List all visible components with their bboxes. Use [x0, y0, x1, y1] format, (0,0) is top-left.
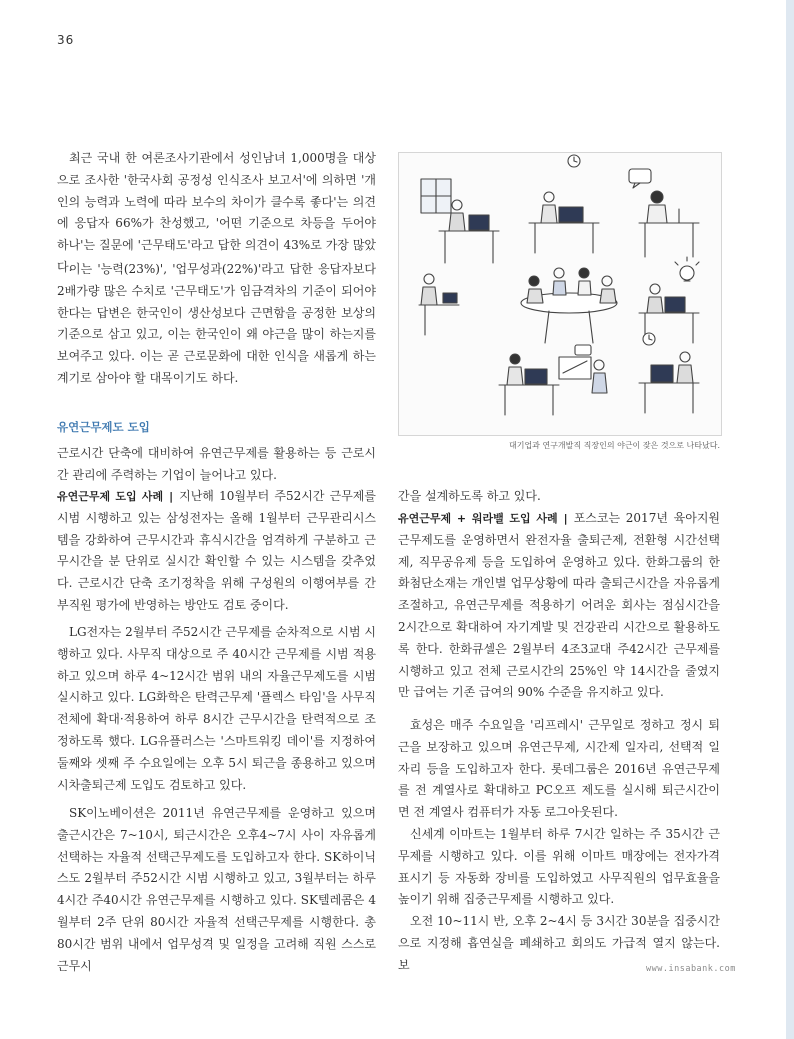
section-intro: 근로시간 단축에 대비하여 유연근무제를 활용하는 등 근로시간 관리에 주력하는 기업이 늘어나고 있다. [57, 446, 376, 482]
lg-paragraph: LG전자는 2월부터 주52시간 근무제를 순차적으로 시범 시행하고 있다. 사무직 대상으로 주 40시간 근무제를 시범 적용하고 있으며 하루 4~12시간 범위 내의 자율근무제도를 시범 실시하고 있다. LG화학은 탄력근무제 '플렉스 타임'을 사무직 전체에 확대·적용하여 하루 8시간 근무시간을 탄력적으로 조정하도록 했다. LG유플러스는 '스마트워킹 데이'를 지정하여 둘째와 셋째 주 수요일에는 오후 5시 퇴근을 종용하고 있으며 시차출퇴근제 도입도 검토하고 있다. [57, 625, 376, 792]
case1-text: 지난해 10월부터 주52시간 근무제를 시범 시행하고 있는 삼성전자는 올해 1월부터 근무관리시스템을 강화하여 근무시간과 휴식시간을 엄격하게 구분하고 근무시간을 분 단위로 실시간 확인할 수 있는 시스템을 갖추었다. 근로시간 단축 조기정착을 위해 구성원의 이행여부를 간부직원 평가에 반영하는 방안도 검토 중이다. [57, 489, 376, 612]
intro-paragraph-1: 최근 국내 한 여론조사기관에서 성인남녀 1,000명을 대상으로 조사한 '한국사회 공정성 인식조사 보고서'에 의하면 '개인의 능력과 노력에 따라 보수의 차이가 클수록 좋다'는 의견에 응답자 66%가 찬성했고, '어떤 기준으로 차등을 두어야 하나'는 질문에 '근무태도'라고 답한 의견이 43%로 가장 많았다. [57, 151, 376, 274]
desk-worker-2 [529, 192, 599, 253]
case1-lead: 유연근무제 도입 사례 [57, 490, 164, 503]
desk-worker-4 [419, 274, 459, 335]
desk-worker-3 [639, 191, 699, 257]
lightbulb-icon [675, 257, 699, 281]
case2-text: 포스코는 2017년 육아지원근무제도를 운영하면서 완전자율 출퇴근제, 전환형 시간선택제, 직무공유제 등을 도입하여 운영하고 있다. 한화그룹의 한화첨단소재는 개인별 업무상황에 따라 출퇴근시간을 자유롭게 조절하고, 유연근무제를 적용하기 어려운 회사는 점심시간을 2시간으로 확대하여 자기계발 및 건강관리 시간으로 활용하도록 한다. 한화큐셀은 2월부터 4조3교대 주42시간 근무제를 시행하고 있고 전체 근로시간의 25%인 약 14시간을 줄였지만 급여는 기존 급여의 90% 수준을 유지하고 있다. [398, 511, 721, 700]
desk-worker-7 [559, 345, 607, 393]
section-heading: 유연근무제도 도입 [57, 420, 150, 434]
meeting-table [521, 268, 617, 343]
hyosung-paragraph: 효성은 매주 수요일을 '리프레시' 근무일로 정하고 정시 퇴근을 보장하고 있으며 유연근무제, 시간제 일자리, 선택적 일자리 등을 도입하고자 한다. 롯데그룹은 2016년 유연근무제를 전 계열사로 확대하고 PC오프 제도를 실시해 퇴근시간이면 전 계열사 컴퓨터가 자동 로그아웃된다. [398, 718, 720, 820]
case2-separator: | [563, 512, 568, 525]
sk-paragraph: SK이노베이션은 2011년 유연근무제를 운영하고 있으며 출근시간은 7~10시, 퇴근시간은 오후4~7시 사이 자유롭게 선택하는 자율적 선택근무제도를 도입하고자 한다. SK하이닉스도 2월부터 주52시간 시범 시행하고 있고, 3월부터는 하루 4시간 주40시간 유연근무제를 시행하고 있다. SK텔레콤은 4월부터 2주 단위 80시간 자율적 선택근무제를 시행한다. 총 80시간 범위 내에서 업무성격 및 일정을 고려해 직원 스스로 근무시 [57, 806, 376, 973]
figure-caption: 대기업과 연구개발직 직장인의 야근이 잦은 것으로 나타났다. [509, 441, 720, 450]
window-icon [421, 179, 451, 213]
case1-paragraph [57, 486, 376, 617]
desk-worker-6 [499, 354, 559, 415]
case2-paragraph [398, 508, 720, 704]
focus-time-paragraph: 오전 10~11시 반, 오후 2~4시 등 3시간 30분을 집중시간으로 지정해 흡연실을 폐쇄하고 회의도 가급적 열지 않는다. 보 [398, 914, 720, 972]
clock-icon [568, 155, 580, 167]
case1-separator: | [169, 490, 174, 503]
case2-lead: 유연근무제 + 워라밸 도입 사례 [398, 512, 558, 525]
office-illustration [398, 152, 722, 436]
right-continuation: 간을 설계하도록 하고 있다. [398, 489, 541, 503]
emart-paragraph: 신세계 이마트는 1월부터 하루 7시간 일하는 주 35시간 근무제를 시행하고 있다. 이를 위해 이마트 매장에는 전자가격 표시기 등 자동화 장비를 도입하였고 사무직원의 업무효율을 높이기 위해 집중근무제를 시행하고 있다. [398, 827, 720, 907]
page-edge-stripe [786, 0, 794, 1039]
page-number: 36 [57, 33, 75, 47]
intro-paragraph-2: 이는 '능력(23%)', '업무성과(22%)'라고 답한 응답자보다 2배가량 많은 수치로 '근무태도'가 임금격차의 기준이 되어야 한다는 답변은 한국인이 생산성보다 근면함을 공정한 보상의 기준으로 삼고 있고, 이는 한국인이 왜 야근을 많이 하는지를 보여주고 있다. 이는 곧 근로문화에 대한 인식을 새롭게 하는 계기로 삼아야 할 대목이기도 하다. [57, 262, 376, 385]
clock-icon [643, 333, 655, 345]
desk-worker-8 [639, 352, 699, 413]
footer-url[interactable]: www.insabank.com [646, 964, 736, 974]
chat-bubble-icon [629, 169, 651, 188]
